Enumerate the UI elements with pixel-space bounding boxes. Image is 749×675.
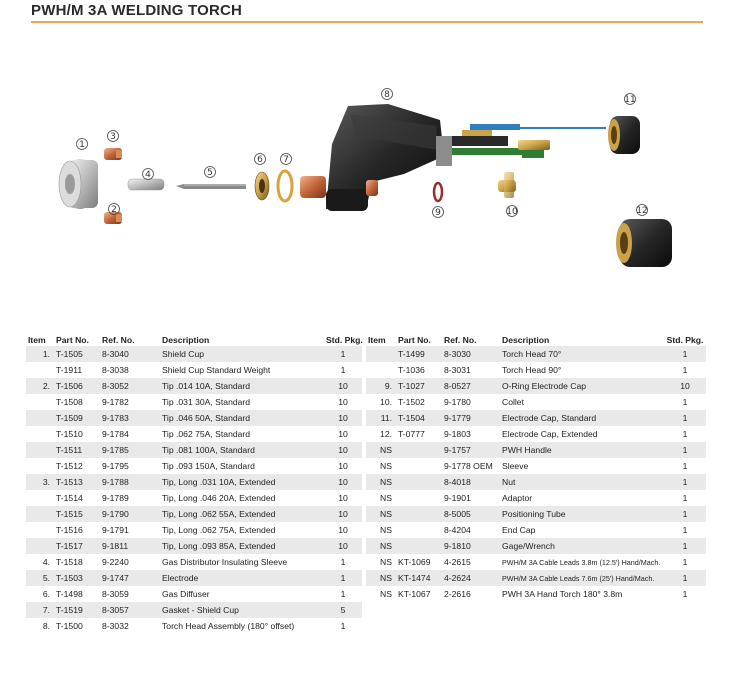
part-number-cell: T-1036 (396, 362, 442, 378)
std-pkg-cell: 10 (324, 474, 362, 490)
title-divider (31, 21, 703, 23)
item-cell (26, 394, 54, 410)
ref-number-cell: 9-1784 (100, 426, 160, 442)
item-cell: 2. (26, 378, 54, 394)
table-row (26, 570, 362, 586)
description-cell: PWH 3A Hand Torch 180° 3.8m (500, 586, 664, 602)
table-row (366, 346, 706, 362)
part-number-cell: T-1512 (54, 458, 100, 474)
part-number-cell: T-1508 (54, 394, 100, 410)
ref-number-cell: 8-3059 (100, 586, 160, 602)
part-number-cell: KT-1474 (396, 570, 442, 586)
description-cell: Shield Cup Standard Weight (160, 362, 324, 378)
callout-7: 7 (283, 155, 289, 165)
std-pkg-cell: 1 (664, 586, 706, 602)
torch-head-part (300, 104, 606, 211)
table-row (26, 346, 362, 362)
description-cell: Shield Cup (160, 346, 324, 362)
item-cell: 8. (26, 618, 54, 634)
callout-8: 8 (384, 90, 390, 100)
insulating-sleeve-part (128, 179, 164, 190)
part-number-cell: T-1499 (396, 346, 442, 362)
table-row (366, 506, 706, 522)
description-cell: Tip, Long .031 10A, Extended (160, 474, 324, 490)
header-std-pkg: Std. Pkg. (666, 334, 704, 345)
part-number-cell: T-1502 (396, 394, 442, 410)
description-cell: PWH Handle (500, 442, 664, 458)
table-row (26, 538, 362, 554)
item-cell: NS (366, 522, 396, 538)
description-cell: Torch Head 70° (500, 346, 664, 362)
item-cell (26, 458, 54, 474)
item-cell: NS (366, 474, 396, 490)
ref-number-cell: 9-1791 (100, 522, 160, 538)
description-cell: Gas Distributor Insulating Sleeve (160, 554, 324, 570)
part-number-cell: T-1506 (54, 378, 100, 394)
description-cell: Torch Head Assembly (180° offset) (160, 618, 324, 634)
ref-number-cell: 8-4018 (442, 474, 500, 490)
gasket-part (278, 171, 292, 201)
part-number-cell: T-1515 (54, 506, 100, 522)
item-cell (26, 490, 54, 506)
item-cell: 10. (366, 394, 396, 410)
collet-part (498, 172, 516, 198)
part-number-cell: T-1510 (54, 426, 100, 442)
part-number-cell: KT-1069 (396, 554, 442, 570)
item-cell (366, 362, 396, 378)
table-row (366, 410, 706, 426)
std-pkg-cell: 10 (324, 458, 362, 474)
item-cell (26, 362, 54, 378)
description-cell: Collet (500, 394, 664, 410)
description-cell: Tip, Long .062 55A, Extended (160, 506, 324, 522)
part-number-cell (396, 522, 442, 538)
header-ref-no: Ref. No. (102, 334, 135, 345)
description-cell: Positioning Tube (500, 506, 664, 522)
ref-number-cell: 2-2616 (442, 586, 500, 602)
table-row (366, 394, 706, 410)
callout-2: 2 (111, 205, 117, 215)
std-pkg-cell: 1 (664, 346, 706, 362)
ref-number-cell: 9-1783 (100, 410, 160, 426)
table-row (366, 442, 706, 458)
std-pkg-cell: 10 (324, 394, 362, 410)
parts-table-right (366, 333, 706, 602)
parts-table-left (26, 333, 362, 634)
ref-number-cell: 8-0527 (442, 378, 500, 394)
item-cell: 3. (26, 474, 54, 490)
item-cell: 11. (366, 410, 396, 426)
std-pkg-cell: 1 (324, 570, 362, 586)
std-pkg-cell: 1 (324, 618, 362, 634)
std-pkg-cell: 10 (324, 410, 362, 426)
part-number-cell: T-1027 (396, 378, 442, 394)
item-cell (26, 522, 54, 538)
ref-number-cell: 9-1811 (100, 538, 160, 554)
ref-number-cell: 9-1803 (442, 426, 500, 442)
ref-number-cell: 8-3031 (442, 362, 500, 378)
std-pkg-cell: 5 (324, 602, 362, 618)
item-cell: NS (366, 506, 396, 522)
ref-number-cell: 9-2240 (100, 554, 160, 570)
shield-cup-part (59, 159, 98, 209)
table-row (366, 586, 706, 602)
part-number-cell: T-0777 (396, 426, 442, 442)
table-row (366, 378, 706, 394)
ref-number-cell: 9-1789 (100, 490, 160, 506)
std-pkg-cell: 10 (664, 378, 706, 394)
item-cell: NS (366, 442, 396, 458)
part-number-cell (396, 538, 442, 554)
description-cell: O-Ring Electrode Cap (500, 378, 664, 394)
ref-number-cell: 9-1785 (100, 442, 160, 458)
description-cell: Electrode (160, 570, 324, 586)
ref-number-cell: 9-1757 (442, 442, 500, 458)
ref-number-cell: 9-1790 (100, 506, 160, 522)
ref-number-cell: 8-3040 (100, 346, 160, 362)
header-part-no: Part No. (56, 334, 89, 345)
table-row (26, 602, 362, 618)
description-cell: Tip, Long .046 20A, Extended (160, 490, 324, 506)
part-number-cell: T-1511 (54, 442, 100, 458)
table-row (366, 570, 706, 586)
description-cell: Tip .031 30A, Standard (160, 394, 324, 410)
table-row (366, 554, 706, 570)
description-cell: Tip .014 10A, Standard (160, 378, 324, 394)
std-pkg-cell: 1 (664, 506, 706, 522)
item-cell (26, 426, 54, 442)
std-pkg-cell: 1 (324, 346, 362, 362)
std-pkg-cell: 1 (324, 362, 362, 378)
part-number-cell: T-1504 (396, 410, 442, 426)
table-row (26, 522, 362, 538)
item-cell: 7. (26, 602, 54, 618)
table-row (26, 378, 362, 394)
std-pkg-cell: 1 (664, 394, 706, 410)
part-number-cell: T-1513 (54, 474, 100, 490)
description-cell: Tip .093 150A, Standard (160, 458, 324, 474)
header-part-no: Part No. (398, 334, 431, 345)
part-number-cell: T-1517 (54, 538, 100, 554)
callout-3: 3 (110, 132, 116, 142)
callout-10: 10 (506, 207, 518, 217)
description-cell: Nut (500, 474, 664, 490)
std-pkg-cell: 10 (324, 522, 362, 538)
std-pkg-cell: 1 (664, 426, 706, 442)
page-title: PWH/M 3A WELDING TORCH (31, 2, 243, 19)
ref-number-cell: 9-1782 (100, 394, 160, 410)
item-cell: 6. (26, 586, 54, 602)
description-cell: Torch Head 90° (500, 362, 664, 378)
description-cell: Electrode Cap, Standard (500, 410, 664, 426)
table-row (26, 554, 362, 570)
ref-number-cell: 4-2615 (442, 554, 500, 570)
gas-diffuser-part (255, 172, 269, 200)
ref-number-cell: 9-1788 (100, 474, 160, 490)
table-row (26, 426, 362, 442)
part-number-cell (396, 474, 442, 490)
std-pkg-cell: 10 (324, 506, 362, 522)
standard-cap-part (608, 116, 640, 154)
description-cell: End Cap (500, 522, 664, 538)
ref-number-cell: 9-1747 (100, 570, 160, 586)
table-row (26, 394, 362, 410)
description-cell: Tip .046 50A, Standard (160, 410, 324, 426)
table-row (366, 490, 706, 506)
description-cell: PWH/M 3A Cable Leads 7.6m (25') Hand/Mach. (500, 570, 664, 586)
part-number-cell (396, 442, 442, 458)
header-description: Description (502, 334, 550, 345)
description-cell: Sleeve (500, 458, 664, 474)
description-cell: Adaptor (500, 490, 664, 506)
ref-number-cell: 8-4204 (442, 522, 500, 538)
table-row (366, 362, 706, 378)
part-number-cell: T-1503 (54, 570, 100, 586)
std-pkg-cell: 10 (324, 426, 362, 442)
extended-tip-part (104, 148, 122, 160)
table-row (26, 490, 362, 506)
callout-1: 1 (79, 140, 85, 150)
part-number-cell: T-1498 (54, 586, 100, 602)
table-row (26, 458, 362, 474)
std-pkg-cell: 1 (664, 554, 706, 570)
table-row (366, 426, 706, 442)
callout-12: 12 (636, 206, 648, 216)
description-cell: Gas Diffuser (160, 586, 324, 602)
description-cell: Tip, Long .062 75A, Extended (160, 522, 324, 538)
description-cell: Tip, Long .093 85A, Extended (160, 538, 324, 554)
std-pkg-cell: 1 (664, 458, 706, 474)
ref-number-cell: 8-3038 (100, 362, 160, 378)
std-pkg-cell: 1 (664, 522, 706, 538)
ref-number-cell: 8-3052 (100, 378, 160, 394)
ref-number-cell: 8-5005 (442, 506, 500, 522)
callout-11: 11 (624, 95, 636, 105)
std-pkg-cell: 10 (324, 538, 362, 554)
std-pkg-cell: 1 (664, 442, 706, 458)
ref-number-cell: 9-1780 (442, 394, 500, 410)
part-number-cell (396, 506, 442, 522)
std-pkg-cell: 1 (664, 362, 706, 378)
ref-number-cell: 8-3030 (442, 346, 500, 362)
ref-number-cell: 4-2624 (442, 570, 500, 586)
part-number-cell: T-1500 (54, 618, 100, 634)
table-row (26, 362, 362, 378)
part-number-cell: T-1509 (54, 410, 100, 426)
item-cell: NS (366, 538, 396, 554)
item-cell: 1. (26, 346, 54, 362)
std-pkg-cell: 1 (324, 586, 362, 602)
description-cell: Gage/Wrench (500, 538, 664, 554)
item-cell: NS (366, 554, 396, 570)
table-row (366, 474, 706, 490)
std-pkg-cell: 1 (664, 474, 706, 490)
header-item: Item (28, 334, 46, 345)
item-cell: NS (366, 586, 396, 602)
ref-number-cell: 8-3032 (100, 618, 160, 634)
description-cell: Gasket - Shield Cup (160, 602, 324, 618)
extended-cap-part (616, 219, 672, 267)
electrode-part (176, 184, 246, 189)
part-number-cell: T-1505 (54, 346, 100, 362)
table-row (366, 458, 706, 474)
std-pkg-cell: 1 (664, 570, 706, 586)
table-row (366, 522, 706, 538)
item-cell: NS (366, 490, 396, 506)
part-number-cell: KT-1067 (396, 586, 442, 602)
item-cell: 5. (26, 570, 54, 586)
table-row (26, 442, 362, 458)
header-item: Item (368, 334, 386, 345)
item-cell (26, 442, 54, 458)
part-number-cell: T-1911 (54, 362, 100, 378)
item-cell: NS (366, 570, 396, 586)
part-number-cell (396, 490, 442, 506)
std-pkg-cell: 1 (664, 410, 706, 426)
header-ref-no: Ref. No. (444, 334, 477, 345)
ref-number-cell: 9-1795 (100, 458, 160, 474)
item-cell: 9. (366, 378, 396, 394)
part-number-cell: T-1516 (54, 522, 100, 538)
std-pkg-cell: 1 (664, 538, 706, 554)
std-pkg-cell: 10 (324, 490, 362, 506)
item-cell: NS (366, 458, 396, 474)
item-cell: 12. (366, 426, 396, 442)
ref-number-cell: 9-1810 (442, 538, 500, 554)
table-row (26, 586, 362, 602)
description-cell: Tip .081 100A, Standard (160, 442, 324, 458)
table-row (26, 474, 362, 490)
item-cell (26, 538, 54, 554)
std-pkg-cell: 10 (324, 378, 362, 394)
header-description: Description (162, 334, 210, 345)
item-cell (26, 506, 54, 522)
table-row (26, 506, 362, 522)
part-number-cell: T-1518 (54, 554, 100, 570)
callout-9: 9 (435, 208, 441, 218)
item-cell (26, 410, 54, 426)
o-ring-part (434, 183, 442, 201)
ref-number-cell: 9-1778 OEM (442, 458, 500, 474)
description-cell: PWH/M 3A Cable Leads 3.8m (12.5') Hand/Mach. (500, 554, 664, 570)
std-pkg-cell: 1 (324, 554, 362, 570)
std-pkg-cell: 1 (664, 490, 706, 506)
part-number-cell: T-1514 (54, 490, 100, 506)
table-row (26, 410, 362, 426)
ref-number-cell: 9-1779 (442, 410, 500, 426)
callout-4: 4 (145, 170, 151, 180)
callout-5: 5 (207, 168, 213, 178)
item-cell (366, 346, 396, 362)
description-cell: Tip .062 75A, Standard (160, 426, 324, 442)
part-number-cell: T-1519 (54, 602, 100, 618)
table-row (26, 618, 362, 634)
item-cell: 4. (26, 554, 54, 570)
description-cell: Electrode Cap, Extended (500, 426, 664, 442)
header-std-pkg: Std. Pkg. (326, 334, 363, 345)
std-pkg-cell: 10 (324, 442, 362, 458)
callout-6: 6 (257, 155, 263, 165)
ref-number-cell: 8-3057 (100, 602, 160, 618)
ref-number-cell: 9-1901 (442, 490, 500, 506)
part-number-cell (396, 458, 442, 474)
exploded-parts-diagram (0, 24, 749, 324)
table-row (366, 538, 706, 554)
